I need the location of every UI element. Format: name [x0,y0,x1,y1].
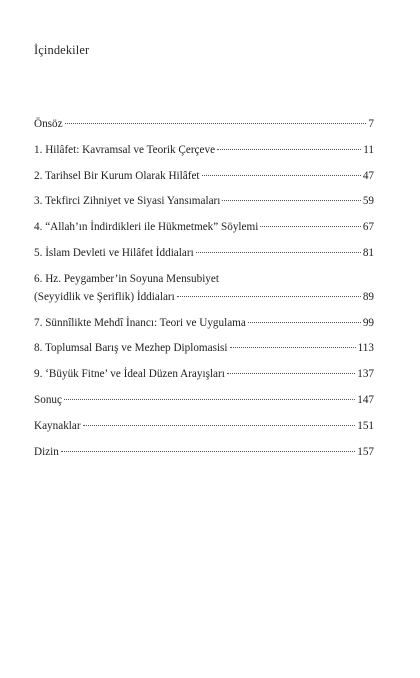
toc-entry-chapter-3 [34,194,374,208]
toc-entry-title: Kaynaklar [34,419,81,432]
toc-entry-kaynaklar [34,419,374,433]
dot-leader [260,226,360,227]
page-title: İçindekiler [34,43,90,57]
dot-leader [177,296,361,297]
toc-entry-page: 147 [357,393,374,406]
toc-entry-sonuc [34,393,374,407]
toc-entry-title: 8. Toplumsal Barış ve Mezhep Diplomasisi [34,342,228,355]
toc-entry-title: 1. Hilâfet: Kavramsal ve Teorik Çerçeve [34,143,216,156]
toc-entry-chapter-8 [34,341,374,355]
toc-entry-chapter-1 [34,143,374,157]
toc-entry-page: 157 [357,445,374,458]
toc-entry-onsoz [34,117,374,131]
toc-entry-chapter-4 [34,220,374,234]
toc-entry-page: 89 [362,290,374,303]
toc-entry-chapter-7 [34,316,374,330]
toc-entry-title: Önsöz [34,118,63,130]
toc-entry-page: 137 [357,368,374,381]
toc-entry-page: 81 [362,246,374,259]
dot-leader [64,399,355,400]
toc-entry-title: 3. Tekfirci Zihniyet ve Siyasi Yansımaları [34,195,221,208]
toc-entry-page: 47 [362,169,374,182]
dot-leader [217,149,361,150]
toc-entry-title: 4. “Allah’ın İndirdikleri ile Hükmetmek” Söylemi [34,221,259,234]
dot-leader [83,425,356,426]
toc-entry-chapter-6 [34,272,374,304]
dot-leader [227,373,355,374]
toc-entry-title: Sonuç [34,393,62,406]
toc-entry-page: 59 [362,195,374,208]
dot-leader [202,175,361,176]
toc-entry-title-line1: 6. Hz. Peygamber’in Soyuna Mensubiyet [34,272,219,285]
dot-leader [61,451,355,452]
table-of-contents [34,117,374,470]
toc-entry-title: Dizin [34,445,59,458]
toc-entry-page: 7 [368,118,374,130]
toc-entry-title: 9. ‘Büyük Fitne’ ve İdeal Düzen Arayışları [34,368,225,381]
toc-entry-title: 5. İslam Devleti ve Hilâfet İddiaları [34,246,194,259]
toc-entry-title-line2: (Seyyidlik ve Şeriflik) İddiaları [34,290,175,303]
toc-entry-page: 11 [363,143,374,156]
toc-entry-chapter-9 [34,367,374,381]
toc-entry-chapter-5 [34,246,374,260]
toc-entry-chapter-2 [34,169,374,183]
toc-entry-page: 67 [362,221,374,234]
dot-leader [196,252,361,253]
dot-leader [248,322,361,323]
toc-entry-page: 99 [362,316,374,329]
dot-leader [65,123,367,124]
toc-entry-page: 113 [357,342,374,355]
dot-leader [222,200,360,201]
dot-leader [230,347,356,348]
toc-entry-title: 7. Sünnîlikte Mehdî İnancı: Teori ve Uygulama [34,316,246,329]
toc-entry-title: 2. Tarihsel Bir Kurum Olarak Hilâfet [34,169,200,182]
toc-entry-page: 151 [357,419,374,432]
toc-entry-dizin [34,445,374,459]
